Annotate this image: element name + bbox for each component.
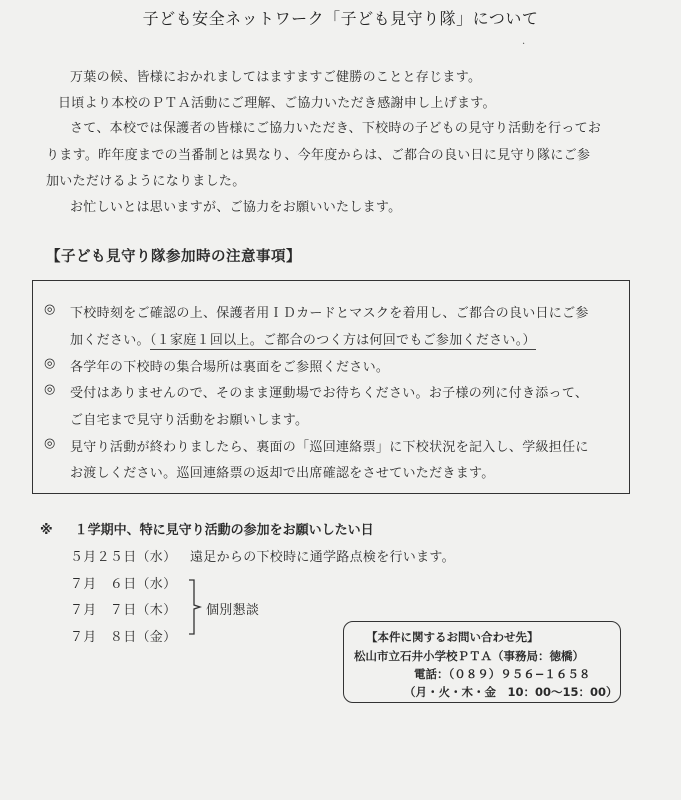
note-1-underlined: （１家庭１回以上。ご都合のつく方は何回でもご参加ください。）	[149, 333, 536, 348]
bullet-icon: ◎	[44, 356, 56, 371]
bullet-icon: ◎	[44, 302, 56, 317]
bullet-icon: ◎	[44, 436, 56, 451]
intro-line-6: お忙しいとは思いますが、ご協力をお願いいたします。	[70, 200, 402, 215]
scan-dot: .	[522, 36, 526, 47]
contact-hours: （月・火・木・金 10：00～15：00）	[404, 685, 618, 699]
note-3-line-2: ご自宅まで見守り活動をお願いします。	[70, 413, 309, 428]
note-4-line-1: 見守り活動が終わりましたら、裏面の「巡回連絡票」に下校状況を記入し、学級担任に	[70, 440, 589, 455]
note-2: 各学年の下校時の集合場所は裏面をご参照ください。	[70, 360, 390, 375]
intro-line-5: 加いただけるようになりました。	[46, 174, 246, 189]
schedule-row-1-desc: 遠足からの下校時に通学路点検を行います。	[190, 550, 455, 565]
document-title: 子ども安全ネットワーク「子ども見守り隊」について	[142, 9, 539, 28]
schedule-heading-text: １学期中、特に見守り活動の参加をお願いしたい日	[74, 523, 374, 538]
intro-line-1: 万葉の候、皆様におかれましてはますますご健勝のことと存じます。	[70, 70, 482, 85]
schedule-row-2-date: ７月 ６日（水）	[70, 577, 177, 592]
note-1-line-1: 下校時刻をご確認の上、保護者用ＩＤカードとマスクを着用し、ご都合の良い日にご参	[70, 306, 589, 321]
note-1-line-2a: 加ください。	[70, 333, 150, 348]
schedule-group-label: 個別懇談	[206, 603, 260, 618]
intro-line-4: ります。昨年度までの当番制とは異なり、今年度からは、ご都合の良い日に見守り隊にご参	[46, 148, 591, 163]
note-3-line-1: 受付はありませんので、そのまま運動場でお待ちください。お子様の列に付き添って、	[70, 386, 589, 401]
section-heading: 【子ども見守り隊参加時の注意事項】	[46, 249, 301, 265]
schedule-heading	[40, 519, 374, 538]
note-1-line-2	[70, 329, 536, 348]
contact-org: 松山市立石井小学校ＰＴＡ（事務局：徳橋）	[354, 649, 584, 663]
asterisk-mark-icon: ※	[40, 523, 53, 538]
contact-box	[343, 621, 621, 703]
schedule-row-4-date: ７月 ８日（金）	[70, 630, 177, 645]
brace-icon	[188, 578, 202, 636]
contact-heading: 【本件に関するお問い合わせ先】	[366, 630, 539, 644]
intro-line-3: さて、本校では保護者の皆様にご協力いただき、下校時の子どもの見守り活動を行ってお	[70, 121, 602, 136]
bullet-icon: ◎	[44, 382, 56, 397]
intro-line-2: 日頃より本校のＰＴＡ活動にご理解、ご協力いただき感謝申し上げます。	[58, 96, 496, 111]
contact-phone: 電話：（０８９）９５６−１６５８	[414, 667, 591, 681]
schedule-row-3-date: ７月 ７日（木）	[70, 603, 177, 618]
schedule-row-1-date: ５月２５日（水）	[70, 550, 177, 565]
note-4-line-2: お渡しください。巡回連絡票の返却で出席確認をさせていただきます。	[70, 466, 495, 481]
